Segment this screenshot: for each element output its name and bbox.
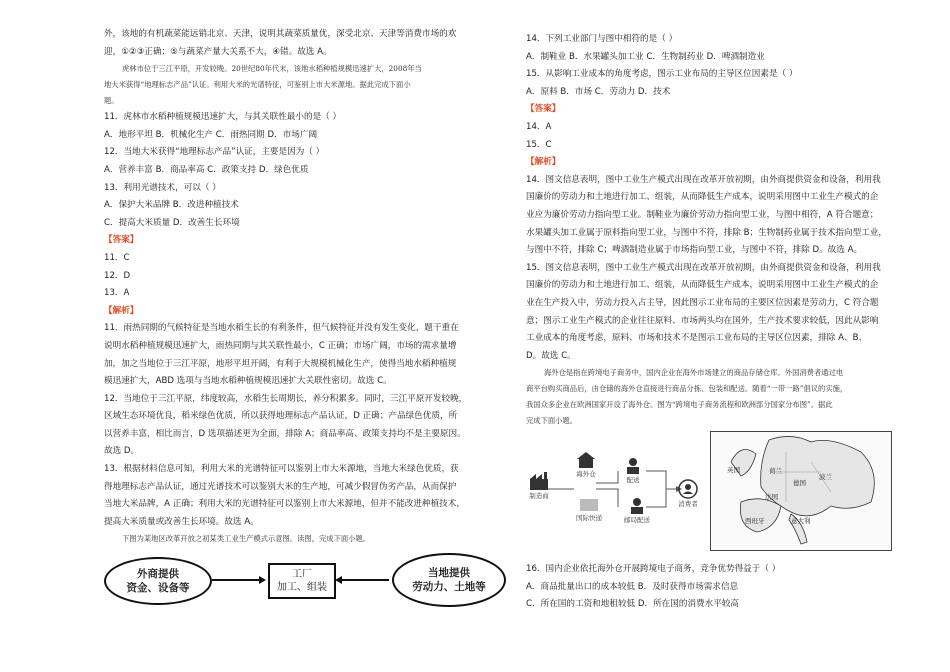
question-options: C．所在国的工资和地租较低 D．所在国的消费水平较高 bbox=[526, 599, 740, 610]
analysis-line: 模迅速扩大，ABD 选项与当地水稻种植规模迅速扩大关联性密切。故选 C。 bbox=[104, 376, 392, 387]
node-label: 国际快递 bbox=[576, 514, 602, 523]
question-options: C．提高大米质量 D．改善生长环境 bbox=[104, 217, 240, 228]
box-text: 加工、组装 bbox=[277, 582, 327, 594]
node-label: 海外仓 bbox=[576, 470, 596, 479]
production-mode-diagram bbox=[104, 553, 504, 611]
analysis-line: 15．图文信息表明，图中工业生产模式出现在改革开放初期，由外商提供资金和设备，利用我 bbox=[526, 262, 881, 273]
node-label: 制造商 bbox=[529, 492, 549, 501]
intl-express-node bbox=[576, 497, 602, 522]
passage-line: 虎林市位于三江平原，开发较晚。20世纪80年代末，该地水稻种植规模迅速扩大，2008年当 bbox=[122, 64, 422, 74]
left-column bbox=[104, 26, 504, 611]
analysis-line: 得地理标志产品认证，通过光谱技术可以鉴别大米的生产地，可减少假冒伪劣产品，从而保护 bbox=[104, 481, 457, 492]
analysis-line: 业在生产投入中，劳动力投入占主导，因此图示工业布局的主要区位因素是劳动力，C 符合题 bbox=[526, 297, 879, 308]
consumer-icon bbox=[678, 479, 698, 499]
analysis-line: 国廉价的劳动力和土地进行加工、组装，从而降低生产成本，说明采用图中工业生产模式的企 bbox=[526, 280, 879, 291]
question-options: A．保护大米品牌 B．改进种植技术 bbox=[104, 200, 239, 211]
postal-delivery-node bbox=[624, 497, 650, 524]
map-label: 德国 bbox=[793, 479, 806, 488]
intro-line: 迎，①②③正确；⑤与蔬菜产量大关系不大，④错。故选 A。 bbox=[104, 46, 332, 57]
question-options: A．营养丰富 B．商品率高 C．政策支持 D．绿色优质 bbox=[104, 164, 309, 175]
delivery-node bbox=[624, 457, 642, 484]
passage-line: 题。 bbox=[104, 96, 119, 106]
factory-box bbox=[268, 563, 336, 599]
europe-outline bbox=[711, 432, 891, 550]
question-line: 13．利用光谱技术，可以（ ） bbox=[104, 182, 221, 193]
passage-line: 我国众多企业在欧洲国家开设了海外仓。图为“跨境电子商务流程和欧洲部分国家分布图”。据此 bbox=[526, 400, 833, 410]
analysis-line: D。故选 C。 bbox=[526, 350, 576, 361]
analysis-line: 12．当地位于三江平原，纬度较高，水稻生长周期长，养分积累多。同时，三江平原开发较晚， bbox=[104, 393, 468, 404]
ellipse-text: 外商提供 bbox=[137, 568, 179, 581]
factory-icon bbox=[528, 471, 550, 491]
analysis-line: 工业成本的角度考虑，原料、市场和技术不是图示工业布局的主导区位因素，排除 A、B、 bbox=[526, 333, 868, 344]
node-label: 邮局配送 bbox=[624, 516, 650, 525]
arrow-right-icon bbox=[212, 577, 266, 583]
answer: 15．C bbox=[526, 139, 552, 150]
manufacturer-node bbox=[528, 471, 550, 500]
courier-icon bbox=[628, 497, 646, 515]
consumer-node bbox=[678, 479, 698, 508]
ellipse-text: 资金、设备等 bbox=[126, 582, 190, 595]
ellipse-text: 劳动力、土地等 bbox=[412, 581, 486, 594]
package-icon bbox=[578, 497, 600, 513]
europe-map bbox=[710, 431, 892, 551]
courier-icon bbox=[624, 457, 642, 475]
question-line: 12．当地大米获得“地理标志产品”认证，主要是因为（ ） bbox=[104, 147, 325, 158]
question-line: 11．虎林市水稻种植规模迅速扩大，与其关联性最小的是（ ） bbox=[104, 112, 342, 123]
question-line: 14．下列工业部门与图中相符的是（ ） bbox=[526, 34, 678, 44]
map-label: 法国 bbox=[765, 493, 778, 502]
analysis-line: 业应为廉价劳动力指向型工业。制鞋业为廉价劳动力指向型工业，与图中相符，A 符合题意； bbox=[526, 209, 879, 220]
arrow-left-icon bbox=[335, 577, 389, 583]
figure-caption: 下图为某地区改革开放之初某类工业生产模式示意图。读图，完成下面小题。 bbox=[122, 534, 371, 544]
map-label: 意大利 bbox=[791, 517, 811, 526]
node-label: 消费者 bbox=[678, 500, 698, 509]
analysis-line: 13．根据材料信息可知，利用大米的光谱特征可以鉴别上市大米源地，当地大米绿色优质，获 bbox=[104, 464, 459, 475]
map-label: 英国 bbox=[727, 466, 740, 475]
question-options: A．原料 B．市场 C．劳动力 D．技术 bbox=[526, 86, 671, 97]
analysis-line: 故选 D。 bbox=[104, 446, 140, 457]
answer: 13．A bbox=[104, 288, 130, 299]
passage-line: 商平台购买商品后，由仓储的海外仓直接进行商品分拣、包装和配送。随着“一带一路”倡议的实施， bbox=[526, 384, 848, 394]
analysis-line: 意；图示工业生产模式的企业往往原料、市场两头均在国外，生产技术要求较低，因此从影响 bbox=[526, 315, 879, 326]
intro-line: 外，该地的有机蔬菜能远销北京、天津，说明其蔬菜质量优，深受北京、天津等消费市场的欢 bbox=[104, 29, 457, 39]
overseas-warehouse-node bbox=[576, 451, 596, 478]
analysis-line: 加，加之当地位于三江平原，地形平坦开阔，有利于大规模机械化生产，使得当地水稻种植规 bbox=[104, 358, 457, 369]
analysis-line: 11．雨热同期的气候特征是当地水稻生长的有利条件，但气候特征并没有发生变化，题干重在 bbox=[104, 323, 459, 334]
analysis-label: 【解析】 bbox=[104, 305, 139, 316]
answer: 11．C bbox=[104, 252, 130, 263]
right-column bbox=[526, 31, 886, 614]
analysis-line: 国廉价的劳动力和土地进行加工、组装，从而降低生产成本，说明采用图中工业生产模式的企 bbox=[526, 192, 879, 203]
analysis-line: 当地大米品牌，A 正确；利用大米的光谱特征可以鉴别上市大米源地，但并不能改进种植技术， bbox=[104, 499, 465, 510]
ellipse-text: 当地提供 bbox=[428, 567, 470, 580]
map-label: 波兰 bbox=[819, 473, 832, 482]
analysis-line: 14．图文信息表明，图中工业生产模式出现在改革开放初期，由外商提供资金和设备，利用我 bbox=[526, 174, 881, 185]
ecommerce-figure bbox=[526, 431, 886, 561]
map-label: 荷兰 bbox=[769, 467, 782, 476]
answer: 12．D bbox=[104, 270, 131, 281]
analysis-label: 【解析】 bbox=[526, 157, 561, 168]
answer-label: 【答案】 bbox=[104, 235, 139, 246]
question-line: 16．国内企业依托海外仓开展跨境电子商务，竞争优势得益于（ ） bbox=[526, 564, 781, 575]
question-options: A．商品批量出口的成本较低 B．及时获得市场需求信息 bbox=[526, 581, 739, 592]
box-text: 工厂 bbox=[292, 569, 312, 581]
passage-line: 地大米获得“地理标志产品”认证。利用大米的光谱特征，可鉴别上市大米源地。据此完成下面小 bbox=[104, 80, 411, 90]
question-options: A．地形平坦 B．机械化生产 C．雨热同期 D．市场广阔 bbox=[104, 129, 318, 140]
passage-line: 完成下面小题。 bbox=[526, 416, 578, 426]
map-label: 西班牙 bbox=[745, 517, 765, 526]
analysis-line: 说明水稻种植规模迅速扩大，雨热同期与其关联性最小，C 正确；市场广阔，市场的需求量增 bbox=[104, 340, 457, 351]
analysis-line: 区域生态环境优良，稻米绿色优质，所以获得地理标志产品认证，D 正确；产品绿色优质，所 bbox=[104, 411, 458, 422]
answer: 14．A bbox=[526, 121, 552, 132]
analysis-line: 与图中不符，排除 C；啤酒制造业属于市场指向型工业，与图中不符，排除 D。故选 A。 bbox=[526, 245, 863, 256]
local-supply-ellipse bbox=[392, 553, 506, 607]
foreign-investor-ellipse bbox=[104, 557, 212, 605]
warehouse-icon bbox=[576, 451, 596, 469]
analysis-line: 提高大米质量或改善生长环境。故选 A。 bbox=[104, 516, 259, 527]
node-label: 配送 bbox=[626, 476, 640, 485]
analysis-line: 水果罐头加工业属于原料指向型工业，与图中不符，排除 B；生物制药业属于技术指向型工业， bbox=[526, 227, 887, 238]
answer-label: 【答案】 bbox=[526, 104, 561, 115]
question-options: A．制鞋业 B．水果罐头加工业 C．生物制药业 D．啤酒制造业 bbox=[526, 51, 765, 62]
passage-line: 海外仓是指在跨境电子商务中，国内企业在海外市场建立的商品存储仓库。外国消费者通过电 bbox=[544, 368, 844, 378]
question-line: 15．从影响工业成本的角度考虑，图示工业布局的主导区位因素是（ ） bbox=[526, 69, 798, 80]
analysis-line: 以营养丰富，相比而言，D 选项描述更为全面，排除 A；商品率高、政策支持均不是主要原因。 bbox=[104, 428, 466, 439]
